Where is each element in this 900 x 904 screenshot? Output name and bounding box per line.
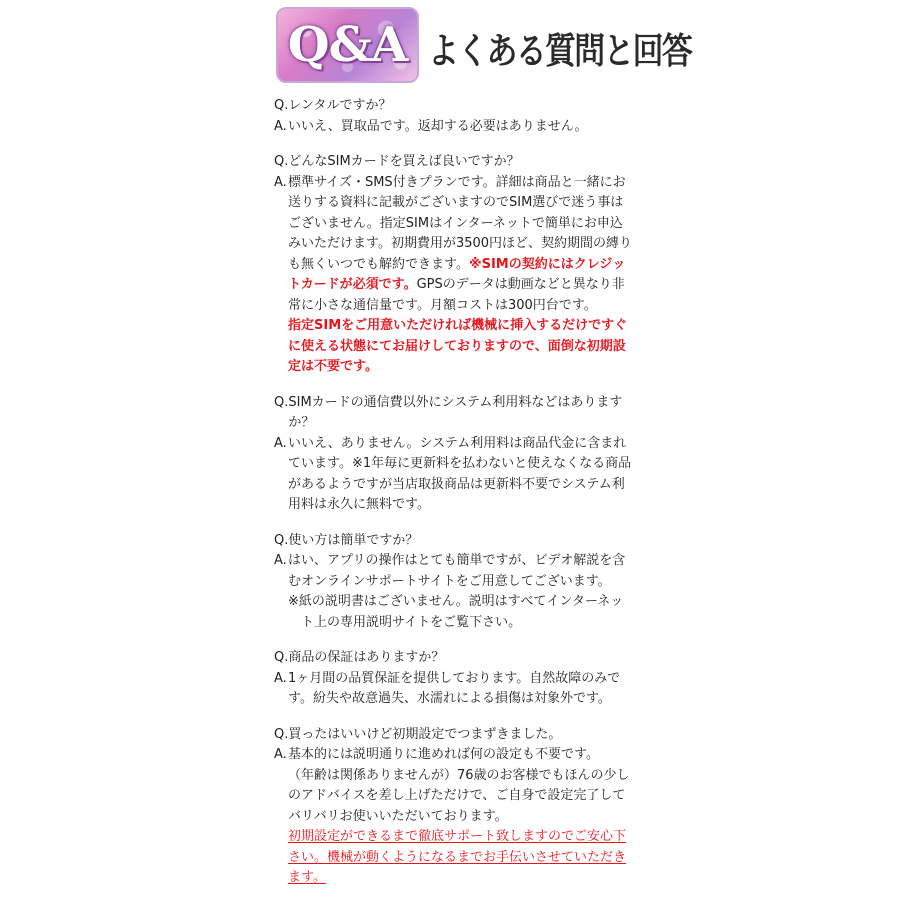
faq-question — [274, 393, 634, 434]
answer-prefix: A. — [274, 435, 287, 451]
credit-card-warning: ※SIMの契約にはクレジットカードが必須です。 — [288, 256, 626, 292]
answer-text: 1ヶ月間の品質保証を提供しております。自然故障のみです。紛失や故意過失、水濡れによる損傷は対象外です。 — [288, 670, 621, 706]
faq-answer — [274, 745, 634, 889]
faq-item-usage — [274, 531, 634, 634]
answer-text: 基本的には説明通りに進めれば何の設定も不要です。 — [288, 747, 599, 762]
faq-item-fees — [274, 393, 634, 516]
faq-question: Q.商品の保証はありますか？ — [274, 650, 445, 665]
question-prefix: Q. — [274, 394, 289, 410]
manual-note: ※紙の説明書はございません。説明はすべてインターネット上の専用説明サイトをご覧下さい。 — [288, 594, 624, 630]
faq-item-setup — [274, 725, 634, 889]
page-title: よくある質問と回答 — [428, 31, 692, 72]
support-notice: 初期設定ができるまで徹底サポート致しますのでご安心下さい。機械が動くようになるまでお手伝いさせていただきます。 — [288, 829, 627, 885]
answer-prefix: A. — [274, 747, 287, 762]
question-text: SIMカードの通信費以外にシステム利用料などはありますか？ — [288, 394, 623, 430]
faq-answer — [274, 551, 634, 633]
answer-text: はい、アプリの操作はとても簡単ですが、ビデオ解説を含むオンラインサポートサイトをご用意してございます。 — [288, 553, 626, 589]
answer-prefix: A. — [274, 670, 287, 686]
faq-item-sim — [274, 152, 634, 378]
faq-question: Q.どんなSIMカードを買えば良いですか？ — [274, 154, 520, 169]
faq-answer — [274, 117, 634, 138]
faq-item-warranty — [274, 648, 634, 710]
qa-logo-text: Q&A — [287, 17, 408, 73]
faq-question: Q.買ったはいいけど初期設定でつまずきました。 — [274, 726, 562, 742]
faq-question: Q.使い方は簡単ですか？ — [274, 532, 419, 548]
faq-item-rental — [274, 96, 634, 137]
answer-text-gps: GPSのデータは動画などと異なり非常に小さな通信量です。月額コストは300円台です。 — [288, 277, 625, 313]
header — [276, 7, 692, 83]
answer-prefix: A. — [274, 553, 287, 568]
faq-answer — [274, 669, 634, 710]
faq-answer — [274, 173, 634, 378]
answer-prefix: A. — [274, 118, 287, 134]
answer-prefix: A. — [274, 174, 287, 190]
answer-body — [288, 551, 634, 633]
answer-text: 標準サイズ・SMS付きプランです。詳細は商品と一緒にお送りする資料に記載がございますのでSIM選びで迷う事はございません。指定SIMはインターネットで簡単にお申込みいただけます。初期費用が3500円ほど、契約期間の縛りも無くいつでも解約できます。 — [288, 174, 633, 272]
qa-logo — [276, 7, 419, 83]
faq-answer — [274, 434, 634, 516]
no-setup-notice: 指定SIMをご用意いただければ機械に挿入するだけですぐに使える状態にてお届けしておりますので、面倒な初期設定は不要です。 — [288, 318, 628, 374]
answer-text: いいえ、ありません。システム利用料は商品代金に含まれています。※1年毎に更新料を払わないと使えなくなる商品があるようですが当店取扱商品は更新料不要でシステム利用料は永久に無料です。 — [288, 435, 632, 512]
answer-body — [288, 745, 634, 889]
answer-text: いいえ、買取品です。返却する必要はありません。 — [288, 118, 588, 134]
faq-list — [274, 96, 634, 904]
faq-question: Q.レンタルですか？ — [274, 98, 392, 113]
answer-text-elderly: （年齢は関係ありませんが）76歳のお客様でもほんの少しのアドバイスを差し上げただけで、ご自身で設定完了してバリバリお使いいただいております。 — [288, 767, 630, 824]
answer-body — [288, 173, 634, 378]
